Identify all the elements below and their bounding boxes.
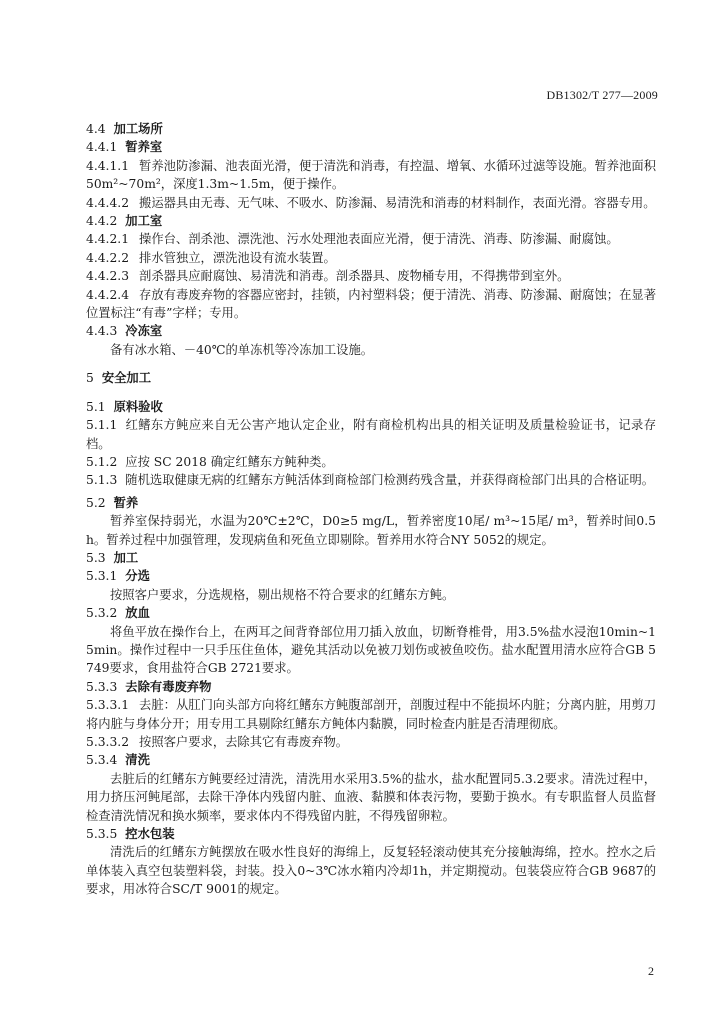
heading-5-2: 5.2 暂养 (86, 494, 139, 510)
paragraph-5-3-2: 将鱼平放在操作台上，在两耳之间背脊部位用刀插入放血，切断脊椎骨，用3.5%盐水浸泡10min~15min。操作过程中一只手压住鱼体，避免其活动以免被刀划伤或被鱼咬伤。盐水配置用清水应符合GB 5749要求，食用盐符合GB 2721要求。 (86, 624, 656, 676)
page-number: 2 (648, 964, 654, 978)
clause-4-4-4-2: 4.4.4.2 搬运器具由无毒、无气味、不吸水、防渗漏、易清洗和消毒的材料制作，表面光滑。容器专用。 (86, 195, 656, 210)
clause-4-4-2-2: 4.4.2.2 排水管独立，漂洗池设有流水装置。 (86, 250, 336, 265)
heading-5: 5 安全加工 (86, 370, 152, 386)
heading-4-4: 4.4 加工场所 (86, 121, 163, 136)
clause-4-4-1-1: 4.4.1.1 暂养池防渗漏、池表面光滑，便于清洗和消毒，有控温、增氧、水循环过滤等设施。暂养池面积50m²~70m²，深度1.3m~1.5m，便于操作。 (86, 158, 656, 192)
clause-5-3-3-2: 5.3.3.2 按照客户要求，去除其它有毒废弃物。 (86, 735, 349, 749)
heading-5-3-5: 5.3.5 控水包装 (86, 826, 175, 842)
paragraph-4-4-3: 备有冰水箱、－40℃的单冻机等冷冻加工设施。 (110, 342, 374, 357)
heading-5-3-3: 5.3.3 去除有毒废弃物 (86, 678, 212, 694)
paragraph-5-3-5: 清洗后的红鳍东方鲀摆放在吸水性良好的海绵上，反复轻轻滚动使其充分接触海绵，控水。控水之后单体装入真空包装塑料袋，封装。投入0~3℃冰水箱内冷却1h，并定期搅动。包装袋应符合GB 9687的要求，用冰符合SC/T 9001的规定。 (86, 845, 656, 897)
clause-5-3-3-1: 5.3.3.1 去脏：从肛门向头部方向将红鳍东方鲀腹部剖开，剖腹过程中不能损坏内脏；分离内脏，用剪刀将内脏与身体分开；用专用工具剔除红鳍东方鲀体内黏膜，同时检查内脏是否清理彻底。 (86, 698, 656, 731)
clause-5-1-2: 5.1.2 应按 SC 2018 确定红鳍东方鲀种类。 (86, 454, 334, 469)
document-body (86, 120, 656, 899)
heading-4-4-2: 4.4.2 加工室 (86, 213, 163, 229)
paragraph-5-2: 暂养室保持弱光，水温为20℃±2℃，D0≥5 mg/L，暂养密度10尾/ m³~15尾/ m³，暂养时间0.5h。暂养过程中加强管理，发现病鱼和死鱼立即剔除。暂养用水符合NY 5052的规定。 (86, 514, 656, 547)
heading-5-3-2: 5.3.2 放血 (86, 605, 150, 621)
clause-5-1-3: 5.1.3 随机选取健康无病的红鳍东方鲀活体到商检部门检测药残含量，并获得商检部门出具的合格证明。 (86, 473, 655, 488)
heading-4-4-1: 4.4.1 暂养室 (86, 139, 163, 155)
clause-4-4-2-1: 4.4.2.1 操作台、剖杀池、漂洗池、污水处理池表面应光滑，便于清洗、消毒、防渗漏、耐腐蚀。 (86, 232, 619, 247)
standard-code: DB1302/T 277—2009 (546, 88, 658, 102)
paragraph-5-3-4: 去脏后的红鳍东方鲀要经过清洗，清洗用水采用3.5%的盐水，盐水配置同5.3.2要求。清洗过程中，用力挤压河鲀尾部，去除干净体内残留内脏、血液、黏膜和体表污物，要勤于换水。有专职监督人员监督检查清洗情况和换水频率，要求体内不得残留内脏，不得残留卵粒。 (86, 771, 656, 823)
heading-5-1: 5.1 原料验收 (86, 398, 163, 414)
heading-4-4-3: 4.4.3 冷冻室 (86, 323, 163, 339)
heading-5-3-4: 5.3.4 清洗 (86, 752, 150, 768)
clause-5-1-1: 5.1.1 红鳍东方鲀应来自无公害产地认定企业，附有商检机构出具的相关证明及质量检验证书，记录存档。 (86, 418, 656, 451)
heading-5-3: 5.3 加工 (86, 549, 139, 565)
clause-4-4-2-3: 4.4.2.3 剖杀器具应耐腐蚀、易清洗和消毒。剖杀器具、废物桶专用，不得携带到室外。 (86, 269, 570, 284)
heading-5-3-1: 5.3.1 分选 (86, 568, 150, 584)
paragraph-5-3-1: 按照客户要求，分选规格，剔出规格不符合要求的红鳍东方鲀。 (110, 587, 455, 602)
clause-4-4-2-4: 4.4.2.4 存放有毒废弃物的容器应密封，挂锁，内衬塑料袋；便于清洗、消毒、防渗漏、耐腐蚀；在显著位置标注“有毒”字样；专用。 (86, 287, 656, 321)
